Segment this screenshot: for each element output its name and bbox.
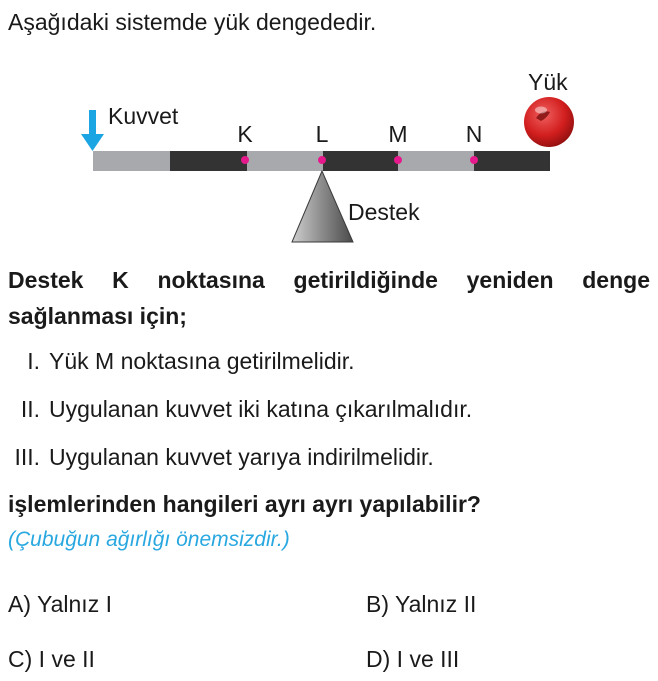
point-marker — [394, 156, 402, 164]
choice-d[interactable]: D) I ve III — [366, 646, 460, 672]
choice-a[interactable]: A) Yalnız I — [8, 591, 112, 617]
point-marker — [241, 156, 249, 164]
question-text: Destek K noktasına getirildiğinde yeniden denge sağlanması için; — [8, 267, 650, 329]
load-label: Yük — [528, 69, 568, 95]
statement-text: Uygulanan kuvvet yarıya indirilmelidir. — [49, 444, 434, 470]
lever-segment — [247, 151, 323, 171]
statement-number: II. — [20, 396, 40, 422]
statement-number: I. — [27, 348, 40, 374]
lever-diagram — [0, 60, 658, 250]
force-arrow-icon — [81, 110, 104, 151]
point-label-n: N — [465, 121, 483, 147]
point-label-k: K — [237, 121, 253, 147]
support-triangle — [292, 171, 353, 242]
point-label-l: L — [315, 121, 329, 147]
lever-segment — [323, 151, 398, 171]
lever-segment — [170, 151, 247, 171]
choice-b[interactable]: B) Yalnız II — [366, 591, 477, 617]
statement-number: III. — [14, 444, 40, 470]
lever-segment — [93, 151, 170, 171]
note-text: (Çubuğun ağırlığı önemsizdir.) — [8, 528, 290, 551]
point-marker — [318, 156, 326, 164]
statement-text: Uygulanan kuvvet iki katına çıkarılmalıdır. — [49, 396, 473, 422]
intro-text: Aşağıdaki sistemde yük dengededir. — [8, 9, 377, 35]
lever-segment — [474, 151, 550, 171]
point-label-m: M — [388, 121, 408, 147]
statement-text: Yük M noktasına getirilmelidir. — [49, 348, 355, 374]
choice-c[interactable]: C) I ve II — [8, 646, 95, 672]
prompt-text: işlemlerinden hangileri ayrı ayrı yapılabilir? — [8, 491, 481, 517]
lever-segment — [398, 151, 474, 171]
load-ball-icon — [524, 97, 574, 147]
point-marker — [470, 156, 478, 164]
support-label: Destek — [348, 199, 420, 225]
force-label: Kuvvet — [108, 103, 179, 129]
